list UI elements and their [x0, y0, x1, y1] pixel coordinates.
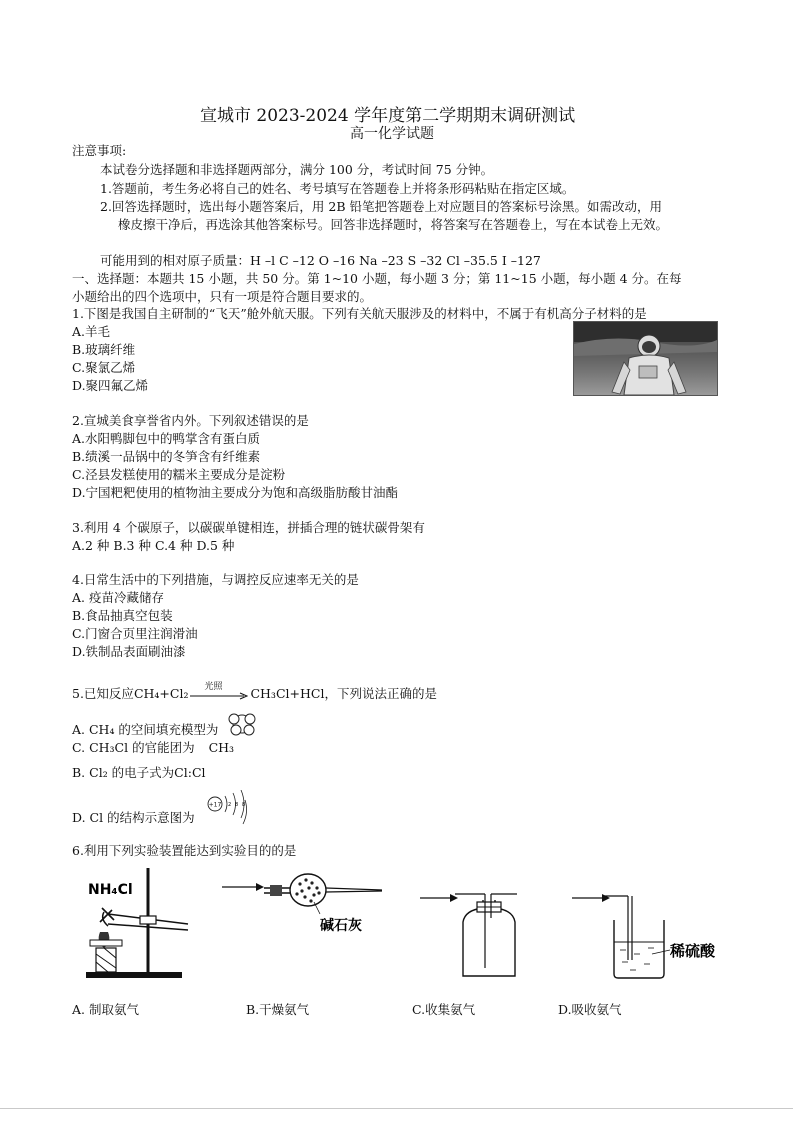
q4-option-c: C.门窗合页里注润滑油	[72, 626, 198, 641]
q5-arrow	[190, 681, 248, 701]
exam-subtitle: 高一化学试题	[350, 126, 434, 142]
notice-line: 2.回答选择题时，选出每小题答案后，用 2B 铅笔把答题卷上对应题目的答案标号涂黑。如需改动，用	[100, 199, 663, 214]
q5-option-c	[72, 740, 234, 756]
q2-option-c: C.泾县发糕使用的糯米主要成分是淀粉	[72, 467, 286, 482]
shell-1-count: 2	[228, 802, 232, 808]
apparatus-a-ammonia-generation	[78, 862, 198, 984]
q5-option-c-formula: CH₃	[208, 740, 235, 755]
question-1-stem: 1.下图是我国自主研制的“飞天”舱外航天服。下列有关航天服涉及的材料中，不属于有机高分子材料的是	[72, 306, 647, 321]
question-4-stem: 4.日常生活中的下列措施，与调控反应速率无关的是	[72, 572, 359, 587]
section-heading: 一、选择题：本题共 15 小题，共 50 分。第 1~10 小题，每小题 3 分；第 11~15 小题，每小题 4 分。在每	[72, 271, 682, 286]
nucleus-label: +17	[208, 801, 222, 809]
page-bottom-divider	[0, 1108, 793, 1109]
q5-stem-prefix: 5.已知反应	[72, 686, 134, 701]
flow-arrow	[222, 882, 266, 892]
q4-option-a: A. 疫苗冷藏储存	[72, 590, 164, 605]
q2-option-b: B.绩溪一品锅中的冬笋含有纤维素	[72, 449, 261, 464]
notice-line: 本试卷分选择题和非选择题两部分，满分 100 分，考试时间 75 分钟。	[100, 162, 494, 177]
q1-option-c: C.聚氯乙烯	[72, 360, 136, 375]
q1-option-b: B.玻璃纤维	[72, 342, 136, 357]
section-heading: 小题给出的四个选项中，只有一项是符合题目要求的。	[72, 289, 373, 304]
q5-option-d-species: D. Cl	[72, 810, 104, 825]
apparatus-c-gas-collection-bottle	[455, 888, 525, 980]
shell-3-count: 8	[242, 802, 246, 808]
q4-option-d: D.铁制品表面刷油漆	[72, 644, 186, 659]
q6-option-b: B.干燥氨气	[246, 1002, 310, 1017]
notice-line: 1.答题前，考生务必将自己的姓名、考号填写在答题卷上并将条形码粘贴在指定区域。	[100, 181, 575, 196]
q4-option-b: B.食品抽真空包装	[72, 608, 173, 623]
exam-title: 宣城市 2023-2024 学年度第二学期期末调研测试	[200, 106, 576, 126]
apparatus-d-absorption-beaker	[604, 888, 744, 980]
question-6-stem: 6.利用下列实验装置能达到实验目的的是	[72, 843, 297, 858]
q5-stem-suffix: ，下列说法正确的是	[324, 686, 437, 701]
soda-lime-label: 碱石灰	[320, 918, 362, 934]
q2-option-a: A.水阳鸭脚包中的鸭掌含有蛋白质	[72, 431, 261, 446]
question-5-stem	[72, 681, 437, 702]
chloride-ion-structure-diagram	[203, 790, 253, 826]
question-2-stem: 2.宣城美食享誉省内外。下列叙述错误的是	[72, 413, 309, 428]
q5-products: CH₃Cl+HCl	[250, 686, 325, 701]
notice-heading: 注意事项:	[72, 143, 127, 158]
q5-option-d-text: 的结构示意图为	[103, 810, 195, 825]
question-3-stem: 3.利用 4 个碳原子，以碳碳单键相连，拼插合理的链状碳骨架有	[72, 520, 425, 535]
q6-option-a: A. 制取氨气	[72, 1002, 139, 1017]
q5-option-d	[72, 810, 195, 826]
q2-option-d: D.宁国粑粑使用的植物油主要成分为饱和高级脂肪酸甘油酯	[72, 485, 399, 500]
q6-option-d: D.吸收氨气	[558, 1002, 622, 1017]
dilute-acid-label: 稀硫酸	[670, 942, 716, 960]
flow-arrow	[420, 893, 460, 903]
shell-2-count: 8	[235, 802, 239, 808]
atomic-mass-line: 可能用到的相对原子质量：H –l C –12 O –16 Na –23 S –32 Cl –35.5 I –127	[100, 253, 541, 268]
notice-line: 橡皮擦干净后，再选涂其他答案标号。回答非选择题时，将答案写在答题卷上，写在本试卷上无效。	[118, 217, 669, 232]
q1-option-d: D.聚四氟乙烯	[72, 378, 149, 393]
apparatus-b-drying-tube	[264, 868, 384, 938]
q5-option-b: B. Cl₂ 的电子式为Cl:Cl	[72, 765, 206, 780]
q3-options: A.2 种 B.3 种 C.4 种 D.5 种	[72, 538, 235, 553]
q5-option-c-text: C. CH₃Cl 的官能团为	[72, 740, 195, 755]
q1-option-a: A.羊毛	[72, 324, 111, 339]
methane-space-filling-model	[226, 710, 258, 736]
spacesuit-photo	[573, 321, 718, 396]
q5-reactants: CH₄+Cl₂	[133, 686, 189, 701]
q5-option-a: A. CH₄ 的空间填充模型为	[72, 722, 219, 737]
nh4cl-label: NH₄Cl	[88, 882, 133, 898]
q6-option-c: C.收集氨气	[412, 1002, 476, 1017]
q5-condition: 光照	[204, 681, 223, 692]
